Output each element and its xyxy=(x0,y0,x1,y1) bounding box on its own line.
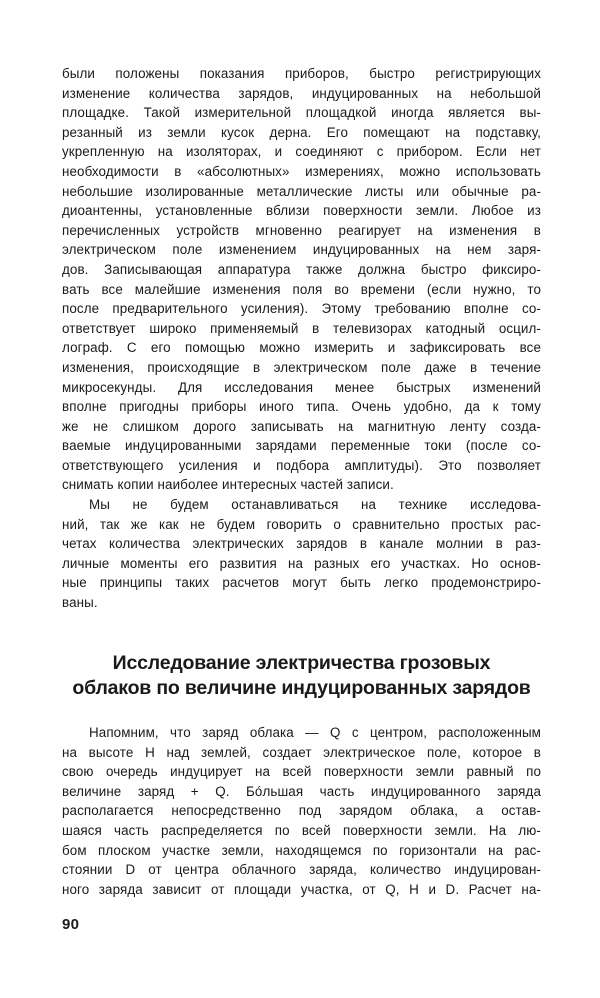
text-line: микросекунды. Для исследования менее быстрых изменений xyxy=(62,379,541,395)
paragraph-cloud-charge xyxy=(62,723,541,899)
text-line: площадке. Такой измерительной площадкой иногда является вы- xyxy=(62,105,541,121)
text-line: Напомним, что заряд облака — Q с центром, расположенным xyxy=(89,725,541,740)
text-line: изменение количества зарядов, индуцированных на небольшой xyxy=(62,85,541,101)
text-line: небольшие изолированные металлические листы или обычные ра- xyxy=(62,183,541,199)
text-line: изменения, происходящие в электрическом поле даже в течение xyxy=(62,359,541,375)
heading-line: Исследование электричества грозовых xyxy=(112,652,491,674)
text-line: ные принципы таких расчетов могут быть легко продемонстриро- xyxy=(62,575,541,591)
paragraph-measurement-equipment xyxy=(62,64,541,495)
heading-line: облаков по величине индуцированных зарядов xyxy=(72,677,531,699)
text-line: ний, так же как не будем говорить о сравнительно простых рас- xyxy=(62,516,541,532)
page-number: 90 xyxy=(62,916,80,933)
text-line: ответствует широко применяемый в телевизорах катодный осцил- xyxy=(62,320,541,336)
text-line: четах количества электрических зарядов в канале молнии в раз- xyxy=(62,536,541,552)
text-line: величине заряд + Q. Бóльшая часть индуцированного заряда xyxy=(62,783,541,799)
text-line: бом плоском участке земли, находящемся по горизонтали на рас- xyxy=(62,842,541,858)
text-line: дов. Записывающая аппаратура также должна быстро фиксиро- xyxy=(62,261,541,277)
text-line: Мы не будем останавливаться на технике исследова- xyxy=(89,497,541,512)
text-line: лограф. С его помощью можно измерить и зафиксировать все xyxy=(62,340,541,356)
text-line: диоантенны, установленные вблизи поверхности земли. Любое из xyxy=(62,203,541,219)
text-line: снимать копии наиболее интересных частей записи. xyxy=(62,477,394,493)
text-line: перечисленных устройств мгновенно реагирует на изменения в xyxy=(62,222,541,238)
text-line: ного заряда зависит от площади участка, от Q, H и D. Расчет на- xyxy=(62,881,541,897)
text-line: укрепленную на изоляторах, и соединяют с прибором. Если нет xyxy=(62,144,541,160)
paragraph-techniques xyxy=(62,495,541,613)
text-line: ваны. xyxy=(62,594,98,610)
text-line: были положены показания приборов, быстро регистрирующих xyxy=(62,66,541,81)
text-line: располагается непосредственно под зарядом облака, а остав- xyxy=(62,803,541,819)
text-line: необходимости в «абсолютных» измерениях, можно использовать xyxy=(62,163,541,179)
text-line: вполне пригодны приборы иного типа. Очень удобно, да к тому xyxy=(62,399,541,415)
text-line: вать все малейшие изменения поля во времени (если нужно, то xyxy=(62,281,541,297)
text-line: шаяся часть распределяется по всей поверхности земли. На лю- xyxy=(62,822,541,838)
text-line: на высоте H над землей, создает электрическое поле, которое в xyxy=(62,744,541,760)
section-heading xyxy=(62,651,541,701)
text-line: электрическом поле изменением индуцированных на нем заря- xyxy=(62,242,541,258)
text-line: личные моменты его развития на разных его участках. Но основ- xyxy=(62,555,541,571)
text-line: же не слишком дорого записывать на магнитную ленту созда- xyxy=(62,418,541,434)
text-line: резанный из земли кусок дерна. Его помещают на подставку, xyxy=(62,124,541,140)
text-line: ответствующего усиления и подбора амплитуды). Это позволяет xyxy=(62,457,541,473)
text-line: стоянии D от центра облачного заряда, количество индуцирован- xyxy=(62,862,541,878)
text-line: ваемые индуцированными зарядами переменные токи (после со- xyxy=(62,438,541,454)
text-line: свою очередь индуцирует на всей поверхности земли равный по xyxy=(62,764,541,780)
text-line: после предварительного усиления). Этому требованию вполне со- xyxy=(62,301,541,317)
